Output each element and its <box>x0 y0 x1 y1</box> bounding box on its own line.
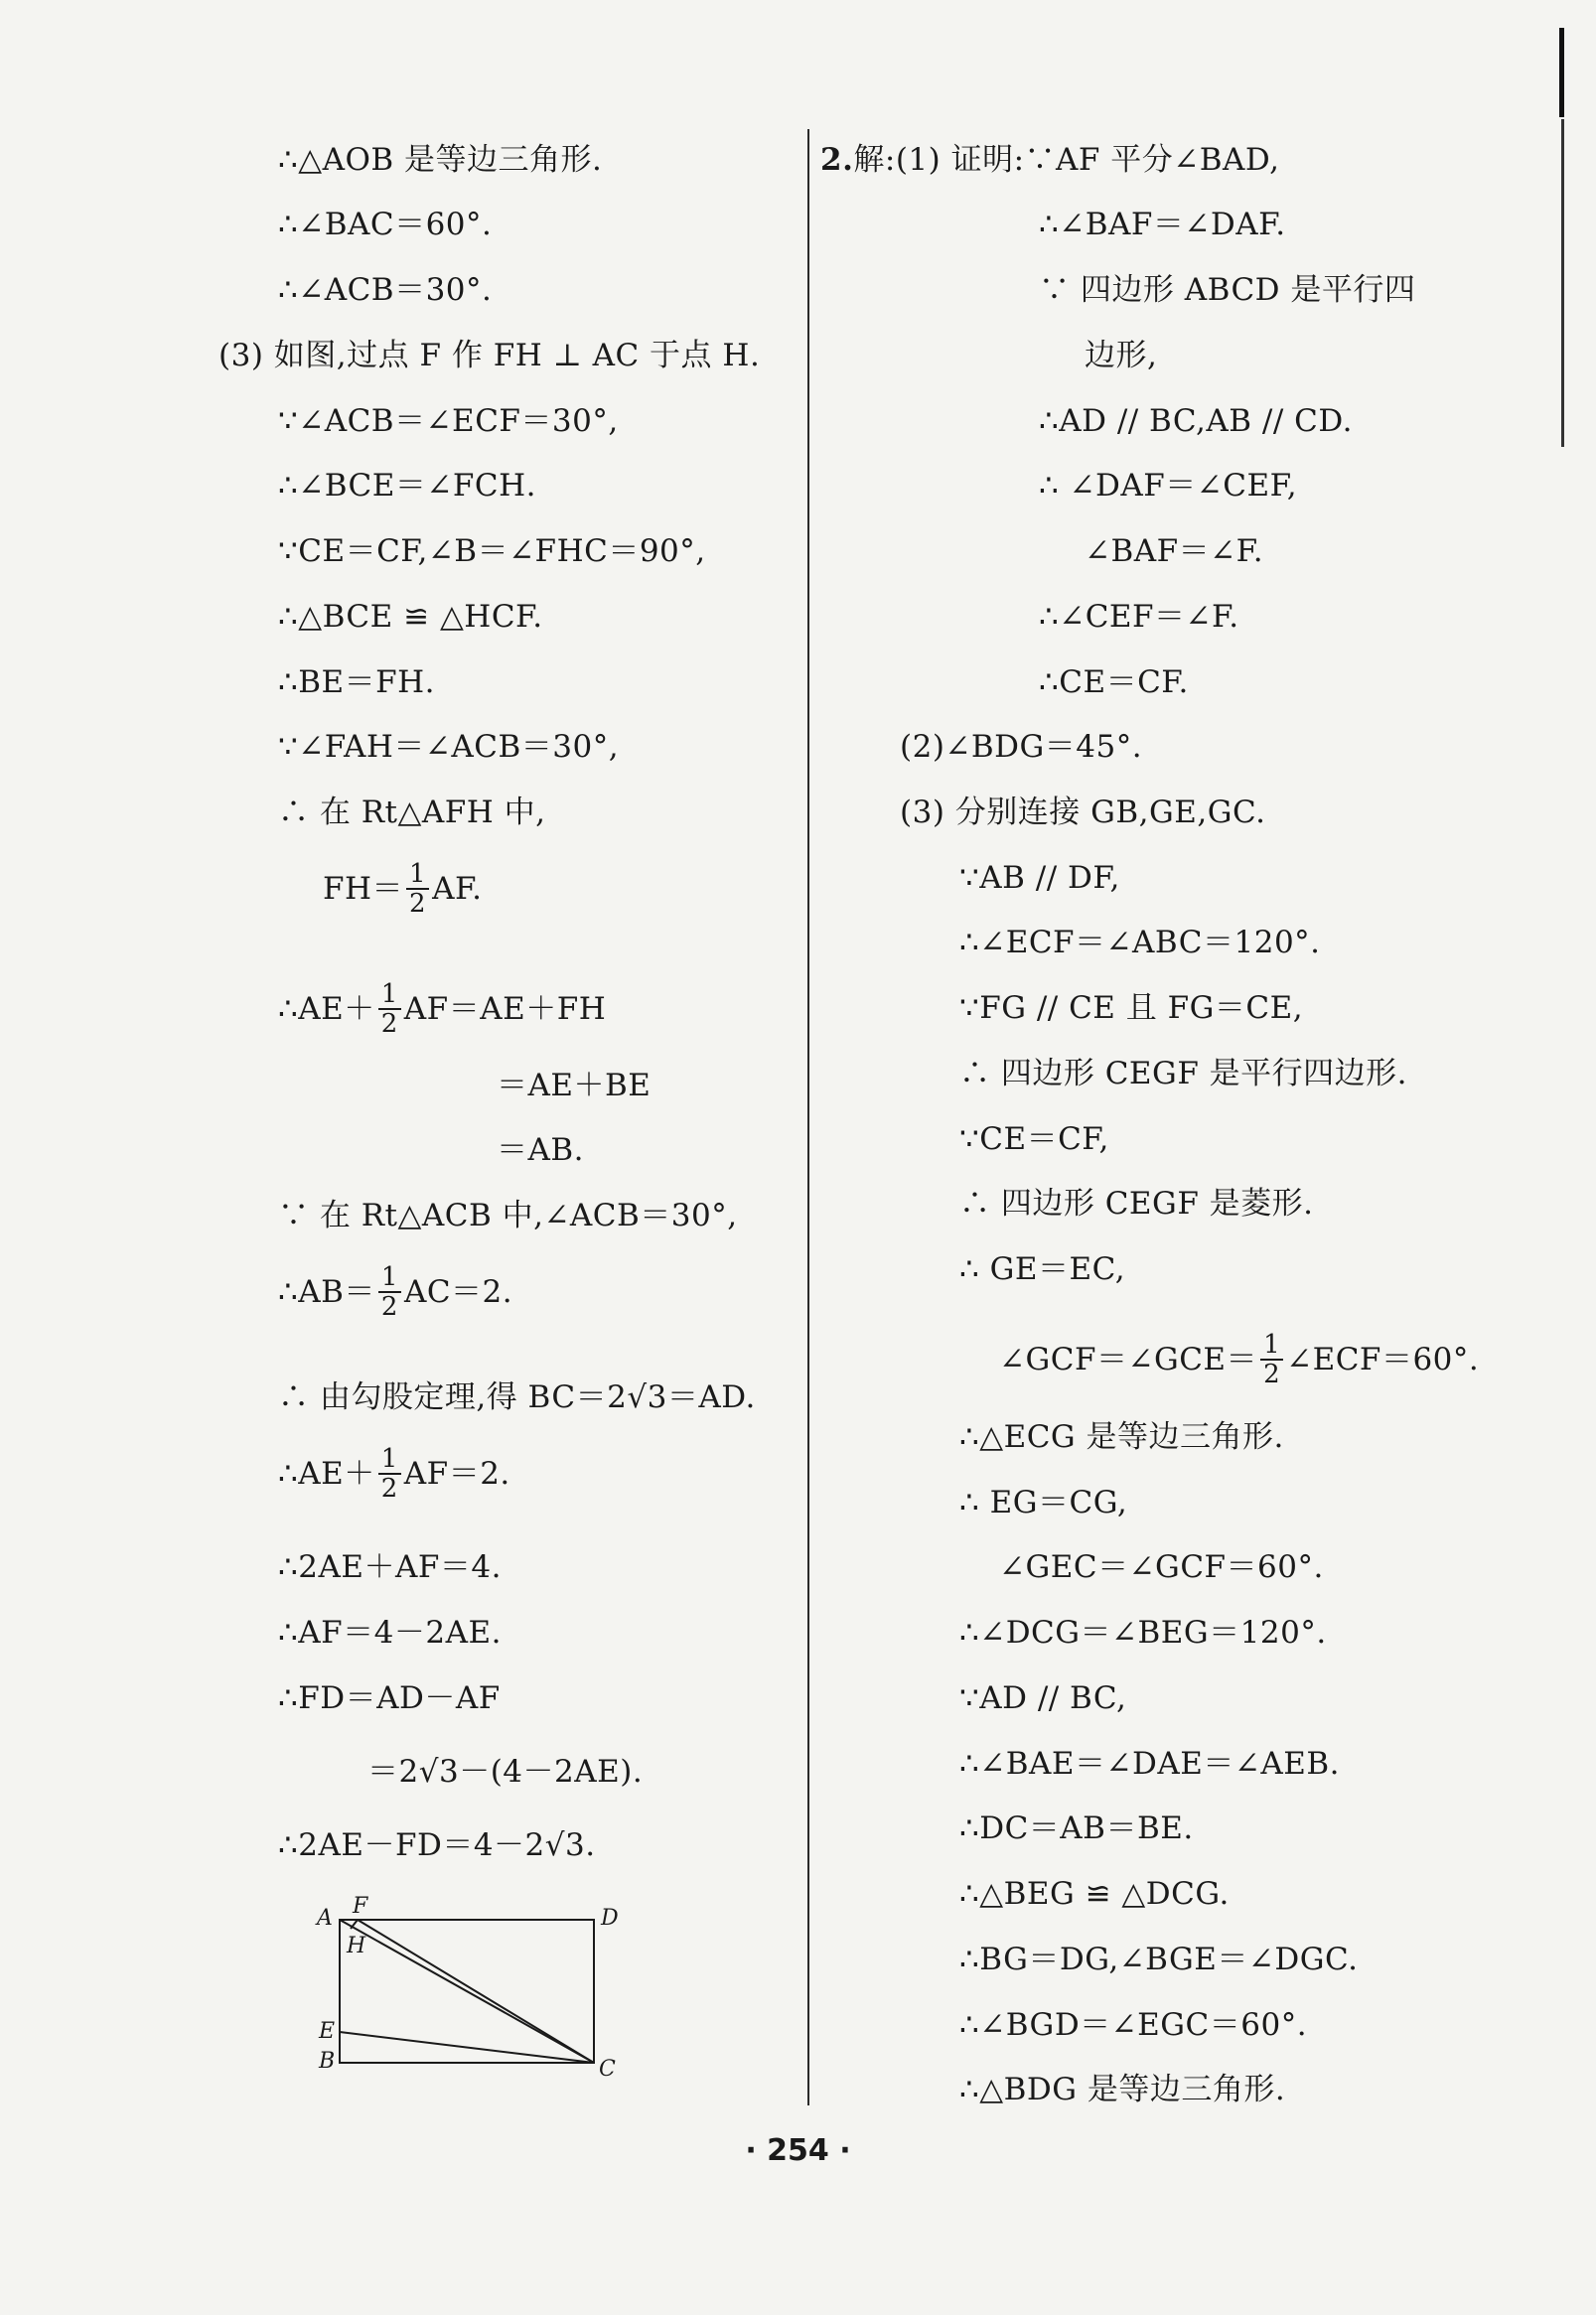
text-line: ∴∠CEF＝∠F. <box>1039 599 1239 635</box>
text-line: ∴∠ACB＝30°. <box>278 272 493 308</box>
text-line: ∴△ECG 是等边三角形. <box>959 1419 1284 1455</box>
text-line: ∴2AE＋AF＝4. <box>278 1549 502 1585</box>
text-line: ＝AE＋BE <box>497 1068 652 1103</box>
fraction-half <box>378 1263 401 1321</box>
text-line: ∵AD // BC, <box>959 1680 1127 1716</box>
text-line: ∴ 四边形 CEGF 是菱形. <box>959 1186 1314 1222</box>
label-e: E <box>319 2019 336 2044</box>
fraction-numerator: 1 <box>378 980 401 1010</box>
text-line: 边形, <box>1085 338 1158 373</box>
text-line <box>820 140 1280 180</box>
label-h: H <box>347 1934 366 1958</box>
fraction-numerator: 1 <box>406 860 429 890</box>
text-segment: FH＝ <box>323 871 404 907</box>
fraction-line <box>278 1263 512 1321</box>
text-segment: ∴AE＋ <box>278 991 375 1027</box>
text-line: ∵∠FAH＝∠ACB＝30°, <box>278 729 620 765</box>
text-line: ∴AD // BC,AB // CD. <box>1039 403 1353 439</box>
text-line: ∴△BEG ≌ △DCG. <box>959 1876 1230 1912</box>
page-number: · 254 · <box>745 2133 851 2168</box>
text-line: ∴ 在 Rt△AFH 中, <box>278 795 546 830</box>
text-line: (2)∠BDG＝45°. <box>900 729 1143 765</box>
text-line: ∵CE＝CF,∠B＝∠FHC＝90°, <box>278 533 706 569</box>
text-segment: ∴AE＋ <box>278 1456 375 1492</box>
fraction-line <box>278 980 606 1038</box>
fraction-denominator: 2 <box>409 889 427 919</box>
text-line: ∴ 四边形 CEGF 是平行四边形. <box>959 1056 1408 1091</box>
label-a: A <box>317 1906 333 1931</box>
label-f: F <box>353 1894 368 1919</box>
text-line: ∴ EG＝CG, <box>959 1485 1128 1520</box>
text-line: ∵ 四边形 ABCD 是平行四 <box>1039 272 1416 308</box>
text-line: ∵AB // DF, <box>959 860 1120 896</box>
segment-fc <box>358 1920 594 2063</box>
fraction-numerator: 1 <box>1260 1331 1283 1361</box>
text-line: ∵FG // CE 且 FG＝CE, <box>959 990 1304 1026</box>
fraction-half <box>406 860 429 918</box>
text-line: ∴∠BGD＝∠EGC＝60°. <box>959 2007 1308 2043</box>
fraction-denominator: 2 <box>380 1009 398 1039</box>
geometry-figure <box>313 1887 641 2086</box>
fraction-denominator: 2 <box>380 1474 398 1504</box>
fraction-line <box>323 860 483 918</box>
text-line: ∴2AE－FD＝4－2√3. <box>278 1827 596 1863</box>
text-line: ∴△BCE ≌ △HCF. <box>278 599 543 635</box>
fraction-numerator: 1 <box>378 1445 401 1475</box>
fraction-denominator: 2 <box>380 1292 398 1322</box>
label-b: B <box>319 2049 336 2074</box>
text-line: ∴∠BCE＝∠FCH. <box>278 468 536 504</box>
text-line: ∴∠BAF＝∠DAF. <box>1039 207 1286 242</box>
fraction-line <box>999 1331 1479 1388</box>
text-segment: 解:(1) 证明:∵AF 平分∠BAD, <box>853 142 1280 178</box>
edge-mark <box>1559 28 1564 117</box>
text-line: ∴DC＝AB＝BE. <box>959 1810 1194 1846</box>
fraction-line <box>278 1445 510 1503</box>
text-line: ∵∠ACB＝∠ECF＝30°, <box>278 403 619 439</box>
text-line: (3) 如图,过点 F 作 FH ⊥ AC 于点 H. <box>218 338 761 373</box>
fraction-half <box>1260 1331 1283 1388</box>
label-c: C <box>599 2057 616 2082</box>
segment-ec <box>340 2032 594 2063</box>
text-line: ∴△BDG 是等边三角形. <box>959 2072 1286 2107</box>
text-line: ∵CE＝CF, <box>959 1121 1109 1157</box>
text-line: ∴ 由勾股定理,得 BC＝2√3＝AD. <box>278 1379 756 1415</box>
text-segment: AF. <box>432 871 483 907</box>
column-divider <box>807 129 809 2105</box>
text-line: ＝2√3－(4－2AE). <box>367 1754 644 1790</box>
text-line: ∵ 在 Rt△ACB 中,∠ACB＝30°, <box>278 1198 738 1233</box>
label-d: D <box>601 1906 619 1931</box>
text-line: ∴BE＝FH. <box>278 664 436 700</box>
text-segment: ∠ECF＝60°. <box>1286 1342 1480 1377</box>
text-line: ∴△AOB 是等边三角形. <box>278 142 603 178</box>
text-segment: ∠GCF＝∠GCE＝ <box>999 1342 1258 1377</box>
fraction-half <box>378 1445 401 1503</box>
text-line: ＝AB. <box>497 1132 585 1168</box>
diagonal-ac <box>340 1920 594 2063</box>
fraction-denominator: 2 <box>1263 1360 1281 1389</box>
text-line: ∠GEC＝∠GCF＝60°. <box>999 1549 1324 1585</box>
text-segment: ∴AB＝ <box>278 1274 375 1310</box>
text-line: ∴FD＝AD－AF <box>278 1680 501 1716</box>
text-segment: AF＝2. <box>403 1456 510 1492</box>
text-line: ∴∠DCG＝∠BEG＝120°. <box>959 1615 1327 1651</box>
text-line: ∴ ∠DAF＝∠CEF, <box>1039 468 1298 504</box>
problem-number: 2. <box>820 142 854 178</box>
fraction-half <box>378 980 401 1038</box>
text-segment: AC＝2. <box>403 1274 513 1310</box>
text-line: ∴∠BAC＝60°. <box>278 207 493 242</box>
text-line: ∴∠BAE＝∠DAE＝∠AEB. <box>959 1746 1340 1782</box>
text-line: ∴ GE＝EC, <box>959 1251 1126 1287</box>
text-line: ∴CE＝CF. <box>1039 664 1189 700</box>
text-segment: AF＝AE＋FH <box>403 991 607 1027</box>
text-line: (3) 分别连接 GB,GE,GC. <box>900 795 1266 830</box>
fraction-numerator: 1 <box>378 1263 401 1293</box>
text-line: ∴AF＝4－2AE. <box>278 1615 502 1651</box>
text-line: ∴BG＝DG,∠BGE＝∠DGC. <box>959 1942 1359 1977</box>
edge-mark-lower <box>1561 119 1564 447</box>
text-line: ∠BAF＝∠F. <box>1085 533 1264 569</box>
text-line: ∴∠ECF＝∠ABC＝120°. <box>959 925 1321 960</box>
